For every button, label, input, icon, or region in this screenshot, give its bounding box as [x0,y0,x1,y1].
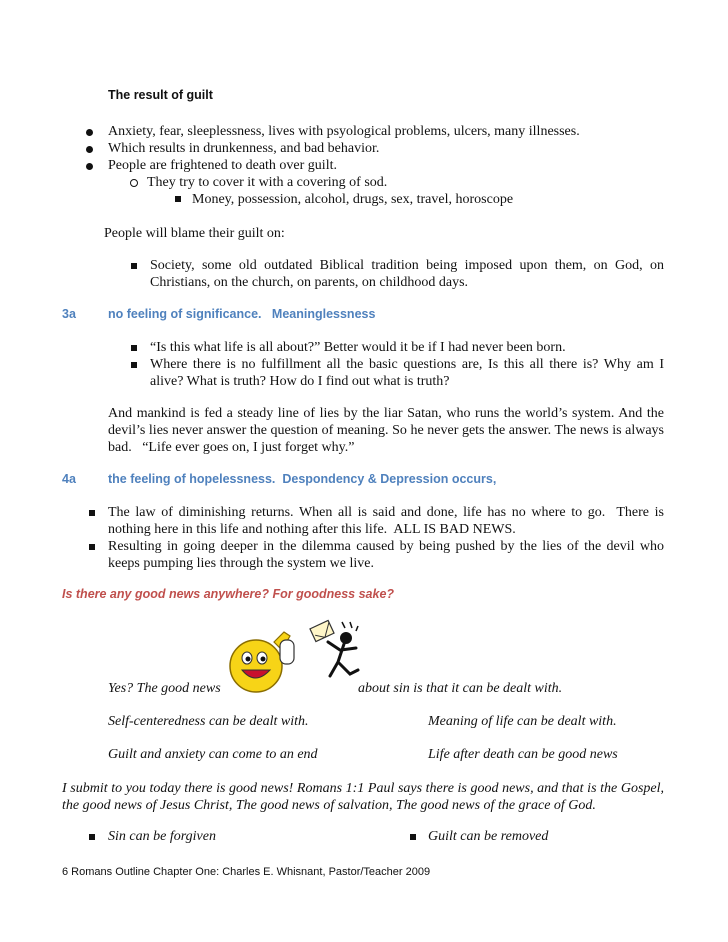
guilt-subsub-item: Money, possession, alcohol, drugs, sex, travel, horoscope [192,192,514,207]
section-heading-3a: no feeling of significance. Meaninglessness [108,307,376,321]
blame-intro: People will blame their guilt on: [104,226,285,241]
s3a-bullet-1: “Is this what life is all about?” Better would it be if I had never been born. [150,340,566,355]
s3a-bullet-2: Where there is no fulfillment all the basic questions are, Is this all there is? Why am I alive? What is truth? How do I find out what is truth? [150,357,664,389]
guilt-bullet-1: Anxiety, fear, sleeplessness, lives with psyological problems, ulcers, many illnesses. [108,124,580,139]
guilt-bullet-2: Which results in drunkenness, and bad behavior. [108,141,380,156]
good-news-line-1b: about sin is that it can be dealt with. [358,681,563,696]
stick-figure-letter-icon [306,618,362,690]
waving-smiley-icon [228,628,298,696]
square-bullet-icon [410,834,416,840]
good-news-line-1a: Yes? The good news [108,681,221,696]
s4a-bullet-1: The law of diminishing returns. When all is said and done, life has no where to go. There is nothing here in this life and nothing after this life. ALL IS BAD NEWS. [108,505,668,537]
guilt-anxiety-line: Guilt and anxiety can come to an end [108,747,318,762]
bullet-icon [86,129,93,136]
life-after-death-line: Life after death can be good news [428,747,618,762]
square-bullet-icon [89,510,95,516]
sin-forgiven-item: Sin can be forgiven [108,829,216,844]
section-heading-4a: the feeling of hopelessness. Despondency & Depression occurs, [108,472,497,486]
bullet-icon [86,146,93,153]
circle-bullet-icon [130,179,138,187]
square-bullet-icon [131,345,137,351]
section-number-4a: 4a [62,472,76,486]
section-number-3a: 3a [62,307,76,321]
square-bullet-icon [89,834,95,840]
guilt-removed-item: Guilt can be removed [428,829,549,844]
square-bullet-icon [175,196,181,202]
bullet-icon [86,163,93,170]
s3a-paragraph: And mankind is fed a steady line of lies by the liar Satan, who runs the world’s system. And the devil’s lies never answer the question of meaning. So he never gets the answer. The news is always bad. “Life ever goes on, I just forget why.” [108,406,668,455]
submit-paragraph: I submit to you today there is good news! Romans 1:1 Paul says there is good news, and that is the Gospel, the good news of Jesus Christ, The good news of salvation, The good news of the grace of God. [62,781,664,813]
guilt-sub-item: They try to cover it with a covering of sod. [147,175,388,190]
blame-item: Society, some old outdated Biblical tradition being imposed upon them, on God, on Christians, on the church, on parents, on childhood days. [150,258,664,290]
square-bullet-icon [131,362,137,368]
square-bullet-icon [89,544,95,550]
good-news-question: Is there any good news anywhere? For goodness sake? [62,587,395,601]
guilt-bullet-3: People are frightened to death over guilt. [108,158,337,173]
self-centeredness-line: Self-centeredness can be dealt with. [108,714,309,729]
page-footer: 6 Romans Outline Chapter One: Charles E. Whisnant, Pastor/Teacher 2009 [62,866,431,878]
square-bullet-icon [131,263,137,269]
section-heading-guilt: The result of guilt [108,88,213,102]
s4a-bullet-2: Resulting in going deeper in the dilemma caused by being pushed by the lies of the devil who keeps pumping lies through the system we live. [108,539,664,571]
meaning-of-life-line: Meaning of life can be dealt with. [428,714,617,729]
